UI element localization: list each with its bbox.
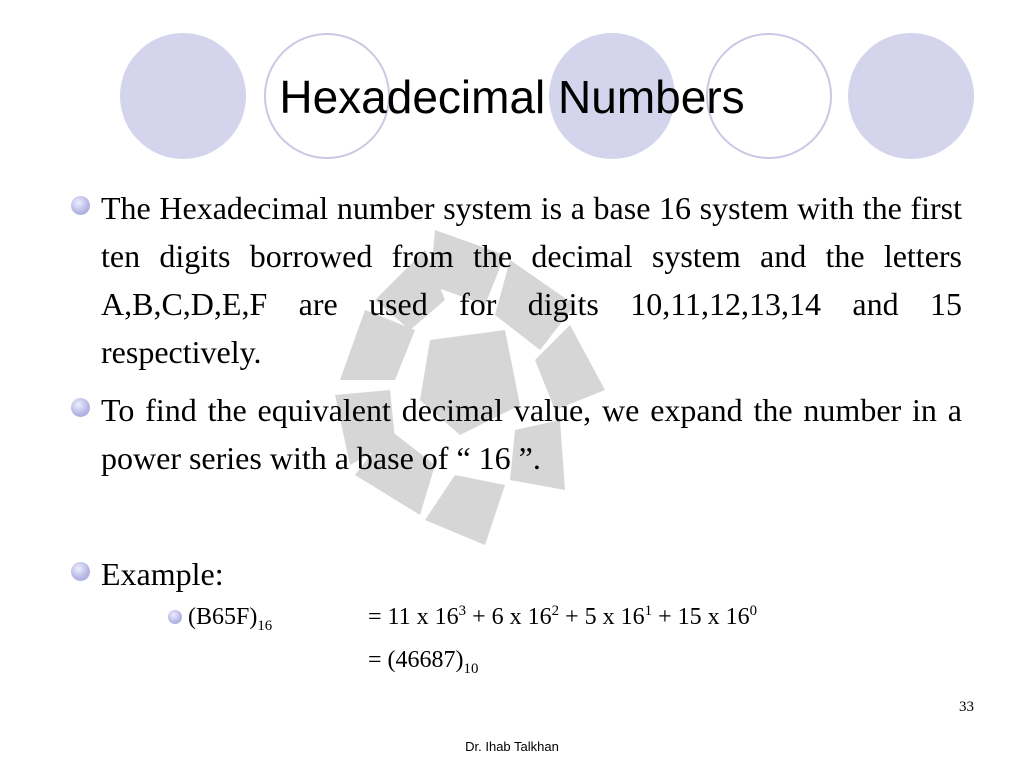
- page-number: 33: [959, 699, 974, 715]
- exp-4: 0: [749, 603, 758, 619]
- hex-number: (B65F): [188, 604, 258, 630]
- example-expansion: [368, 602, 757, 632]
- sub-bullet-marker: [168, 610, 182, 624]
- bullet-marker: [71, 398, 90, 417]
- bullet-text-2: To find the equivalent decimal value, we expand the number in a power series with a base of “ 16 ”.: [101, 392, 962, 476]
- result-value: = (46687): [368, 647, 464, 673]
- exp-2: 2: [551, 603, 560, 619]
- bullet-text-1: The Hexadecimal number system is a base 16 system with the first ten digits borrowed from the decimal system and the letters A,B,C,D,E,F are used for digits 10,11,12,13,14 and 15 respectively.: [101, 190, 962, 370]
- bullet-marker: [71, 196, 90, 215]
- bullet-marker: [71, 562, 90, 581]
- term-2: + 6 x 16: [466, 604, 552, 630]
- hex-base: 16: [257, 617, 273, 634]
- term-4: + 15 x 16: [652, 604, 750, 630]
- slide-title: Hexadecimal Numbers: [279, 71, 745, 123]
- example-number: [188, 602, 272, 632]
- term-1: = 11 x 16: [368, 604, 459, 630]
- bullet-text-3: Example:: [101, 556, 224, 592]
- example-result: [368, 645, 478, 675]
- term-3: + 5 x 16: [559, 604, 645, 630]
- slide-footer: Dr. Ihab Talkhan: [465, 739, 559, 754]
- exp-3: 1: [644, 603, 653, 619]
- result-base: 10: [463, 660, 479, 677]
- exp-1: 3: [458, 603, 467, 619]
